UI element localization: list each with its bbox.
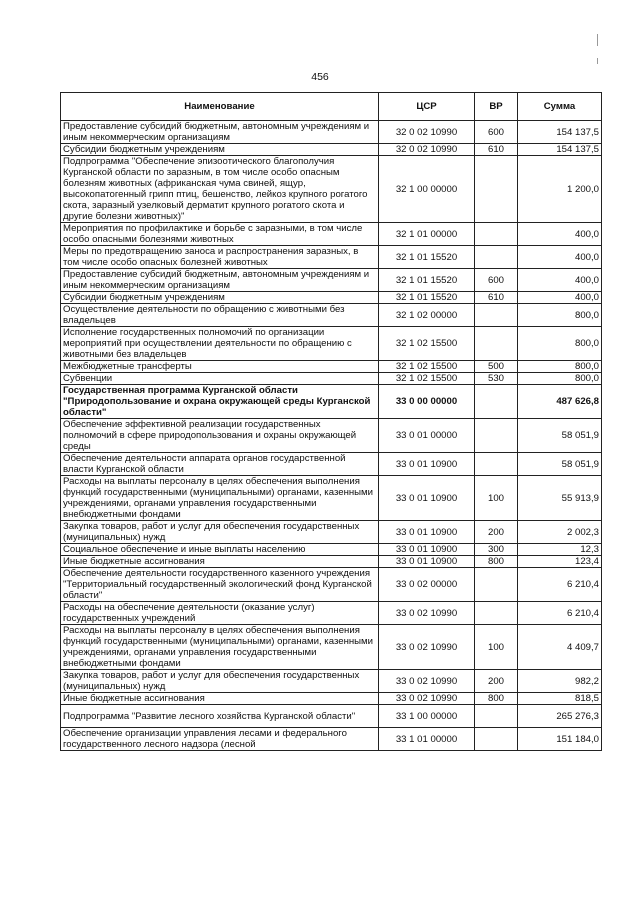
row-sum-cell: 154 137,5 [518, 121, 602, 144]
row-csr-cell: 32 0 02 10990 [379, 121, 475, 144]
row-csr-cell: 33 0 02 00000 [379, 568, 475, 602]
header-vr: ВР [475, 93, 518, 121]
row-name-cell: Предоставление субсидий бюджетным, автономным учреждениям и иным некоммерческим организациям [61, 121, 379, 144]
table-row [61, 476, 602, 521]
row-sum-cell: 58 051,9 [518, 453, 602, 476]
row-name-cell: Иные бюджетные ассигнования [61, 693, 379, 705]
table-row [61, 521, 602, 544]
row-sum-cell: 123,4 [518, 556, 602, 568]
row-name-cell: Субвенции [61, 373, 379, 385]
table-row [61, 385, 602, 419]
row-vr-cell [475, 223, 518, 246]
row-csr-cell: 33 0 02 10990 [379, 602, 475, 625]
row-vr-cell: 800 [475, 556, 518, 568]
budget-table [60, 92, 602, 751]
row-name-cell: Закупка товаров, работ и услуг для обеспечения государственных (муниципальных) нужд [61, 521, 379, 544]
row-sum-cell: 800,0 [518, 373, 602, 385]
table-row [61, 544, 602, 556]
table-row [61, 269, 602, 292]
row-vr-cell: 200 [475, 521, 518, 544]
row-name-cell: Меры по предотвращению заноса и распространения заразных, в том числе особо опасных болезней животных [61, 246, 379, 269]
table-header-row [61, 93, 602, 121]
scan-edge-mark [597, 34, 598, 46]
table-row [61, 728, 602, 751]
row-name-cell: Расходы на выплаты персоналу в целях обеспечения выполнения функций государственными (муниципальными) органами, казенными учреждениями, органами управления государственными внебюджетными фондами [61, 625, 379, 670]
row-vr-cell [475, 304, 518, 327]
table-row [61, 602, 602, 625]
table-row [61, 144, 602, 156]
row-csr-cell: 32 1 02 15500 [379, 361, 475, 373]
table-row [61, 453, 602, 476]
table-row [61, 568, 602, 602]
row-sum-cell: 265 276,3 [518, 705, 602, 728]
row-vr-cell [475, 705, 518, 728]
row-vr-cell [475, 453, 518, 476]
row-sum-cell: 818,5 [518, 693, 602, 705]
table-row [61, 705, 602, 728]
row-name-cell: Обеспечение деятельности государственного казенного учреждения "Территориальный государственный экологический фонд Курганской области" [61, 568, 379, 602]
row-csr-cell: 32 1 01 15520 [379, 246, 475, 269]
row-csr-cell: 32 1 01 15520 [379, 292, 475, 304]
row-vr-cell: 100 [475, 625, 518, 670]
row-csr-cell: 32 0 02 10990 [379, 144, 475, 156]
row-csr-cell: 33 0 01 00000 [379, 419, 475, 453]
header-sum: Сумма [518, 93, 602, 121]
row-sum-cell: 6 210,4 [518, 568, 602, 602]
row-sum-cell: 800,0 [518, 304, 602, 327]
header-csr: ЦСР [379, 93, 475, 121]
row-sum-cell: 12,3 [518, 544, 602, 556]
row-csr-cell: 32 1 01 00000 [379, 223, 475, 246]
row-name-cell: Обеспечение эффективной реализации государственных полномочий в сфере природопользования и охраны окружающей среды [61, 419, 379, 453]
row-csr-cell: 33 0 01 10900 [379, 453, 475, 476]
row-vr-cell [475, 728, 518, 751]
header-name: Наименование [61, 93, 379, 121]
table-row [61, 223, 602, 246]
row-name-cell: Социальное обеспечение и иные выплаты населению [61, 544, 379, 556]
row-name-cell: Предоставление субсидий бюджетным, автономным учреждениям и иным некоммерческим организациям [61, 269, 379, 292]
row-vr-cell: 800 [475, 693, 518, 705]
row-csr-cell: 33 0 01 10900 [379, 476, 475, 521]
table-row [61, 625, 602, 670]
row-name-cell: Расходы на выплаты персоналу в целях обеспечения выполнения функций государственными (муниципальными) органами, казенными учреждениями, органами управления государственными внебюджетными фондами [61, 476, 379, 521]
row-name-cell: Обеспечение деятельности аппарата органов государственной власти Курганской области [61, 453, 379, 476]
row-name-cell: Исполнение государственных полномочий по организации мероприятий при осуществлении деятельности по обращению с животными без владельцев [61, 327, 379, 361]
table-body [61, 121, 602, 751]
row-vr-cell [475, 327, 518, 361]
row-vr-cell [475, 419, 518, 453]
row-sum-cell: 400,0 [518, 292, 602, 304]
row-sum-cell: 400,0 [518, 269, 602, 292]
row-sum-cell: 4 409,7 [518, 625, 602, 670]
row-name-cell: Иные бюджетные ассигнования [61, 556, 379, 568]
row-vr-cell [475, 602, 518, 625]
table-row [61, 419, 602, 453]
row-sum-cell: 154 137,5 [518, 144, 602, 156]
row-vr-cell: 300 [475, 544, 518, 556]
table-row [61, 373, 602, 385]
table-row [61, 361, 602, 373]
row-csr-cell: 33 0 02 10990 [379, 693, 475, 705]
row-csr-cell: 33 1 00 00000 [379, 705, 475, 728]
row-name-cell: Субсидии бюджетным учреждениям [61, 292, 379, 304]
table-row [61, 156, 602, 223]
row-vr-cell: 610 [475, 144, 518, 156]
row-vr-cell [475, 568, 518, 602]
row-sum-cell: 487 626,8 [518, 385, 602, 419]
row-sum-cell: 400,0 [518, 246, 602, 269]
table-row [61, 556, 602, 568]
scan-edge-mark [597, 58, 598, 64]
row-name-cell: Расходы на обеспечение деятельности (оказание услуг) государственных учреждений [61, 602, 379, 625]
row-csr-cell: 33 0 00 00000 [379, 385, 475, 419]
row-sum-cell: 800,0 [518, 361, 602, 373]
table-row [61, 121, 602, 144]
row-sum-cell: 151 184,0 [518, 728, 602, 751]
row-sum-cell: 1 200,0 [518, 156, 602, 223]
row-sum-cell: 400,0 [518, 223, 602, 246]
row-csr-cell: 33 0 02 10990 [379, 625, 475, 670]
table-row [61, 304, 602, 327]
row-vr-cell: 600 [475, 121, 518, 144]
row-vr-cell [475, 246, 518, 269]
row-vr-cell: 500 [475, 361, 518, 373]
row-csr-cell: 33 0 01 10900 [379, 521, 475, 544]
row-csr-cell: 32 1 01 15520 [379, 269, 475, 292]
row-name-cell: Закупка товаров, работ и услуг для обеспечения государственных (муниципальных) нужд [61, 670, 379, 693]
row-name-cell: Мероприятия по профилактике и борьбе с заразными, в том числе особо опасными болезнями животных [61, 223, 379, 246]
row-name-cell: Обеспечение организации управления лесами и федерального государственного лесного надзора (лесной [61, 728, 379, 751]
row-vr-cell: 200 [475, 670, 518, 693]
table-row [61, 246, 602, 269]
page-number: 456 [311, 71, 329, 83]
row-sum-cell: 55 913,9 [518, 476, 602, 521]
row-name-cell: Межбюджетные трансферты [61, 361, 379, 373]
row-vr-cell: 100 [475, 476, 518, 521]
row-vr-cell [475, 156, 518, 223]
row-csr-cell: 33 1 01 00000 [379, 728, 475, 751]
row-sum-cell: 58 051,9 [518, 419, 602, 453]
row-csr-cell: 32 1 02 15500 [379, 373, 475, 385]
row-vr-cell: 530 [475, 373, 518, 385]
row-sum-cell: 2 002,3 [518, 521, 602, 544]
table-row [61, 292, 602, 304]
row-name-cell: Подпрограмма "Развитие лесного хозяйства Курганской области" [61, 705, 379, 728]
row-sum-cell: 982,2 [518, 670, 602, 693]
row-csr-cell: 32 1 02 00000 [379, 304, 475, 327]
row-vr-cell: 610 [475, 292, 518, 304]
row-name-cell: Осуществление деятельности по обращению с животными без владельцев [61, 304, 379, 327]
table-row [61, 327, 602, 361]
row-csr-cell: 33 0 01 10900 [379, 544, 475, 556]
row-sum-cell: 6 210,4 [518, 602, 602, 625]
table-row [61, 670, 602, 693]
row-csr-cell: 32 1 00 00000 [379, 156, 475, 223]
table-row [61, 693, 602, 705]
row-vr-cell [475, 385, 518, 419]
row-csr-cell: 32 1 02 15500 [379, 327, 475, 361]
row-sum-cell: 800,0 [518, 327, 602, 361]
row-csr-cell: 33 0 01 10900 [379, 556, 475, 568]
row-vr-cell: 600 [475, 269, 518, 292]
row-csr-cell: 33 0 02 10990 [379, 670, 475, 693]
row-name-cell: Субсидии бюджетным учреждениям [61, 144, 379, 156]
row-name-cell: Подпрограмма "Обеспечение эпизоотического благополучия Курганской области по заразным, в том числе особо опасным болезням животных (африканская чума свиней, ящур, высокопатогенный грипп птиц, бешенство, лейкоз крупного рогатого скота, заразный узелковый дерматит крупного рогатого скота и другие болезни животных)" [61, 156, 379, 223]
row-name-cell: Государственная программа Курганской области "Природопользование и охрана окружающей среды Курганской области" [61, 385, 379, 419]
